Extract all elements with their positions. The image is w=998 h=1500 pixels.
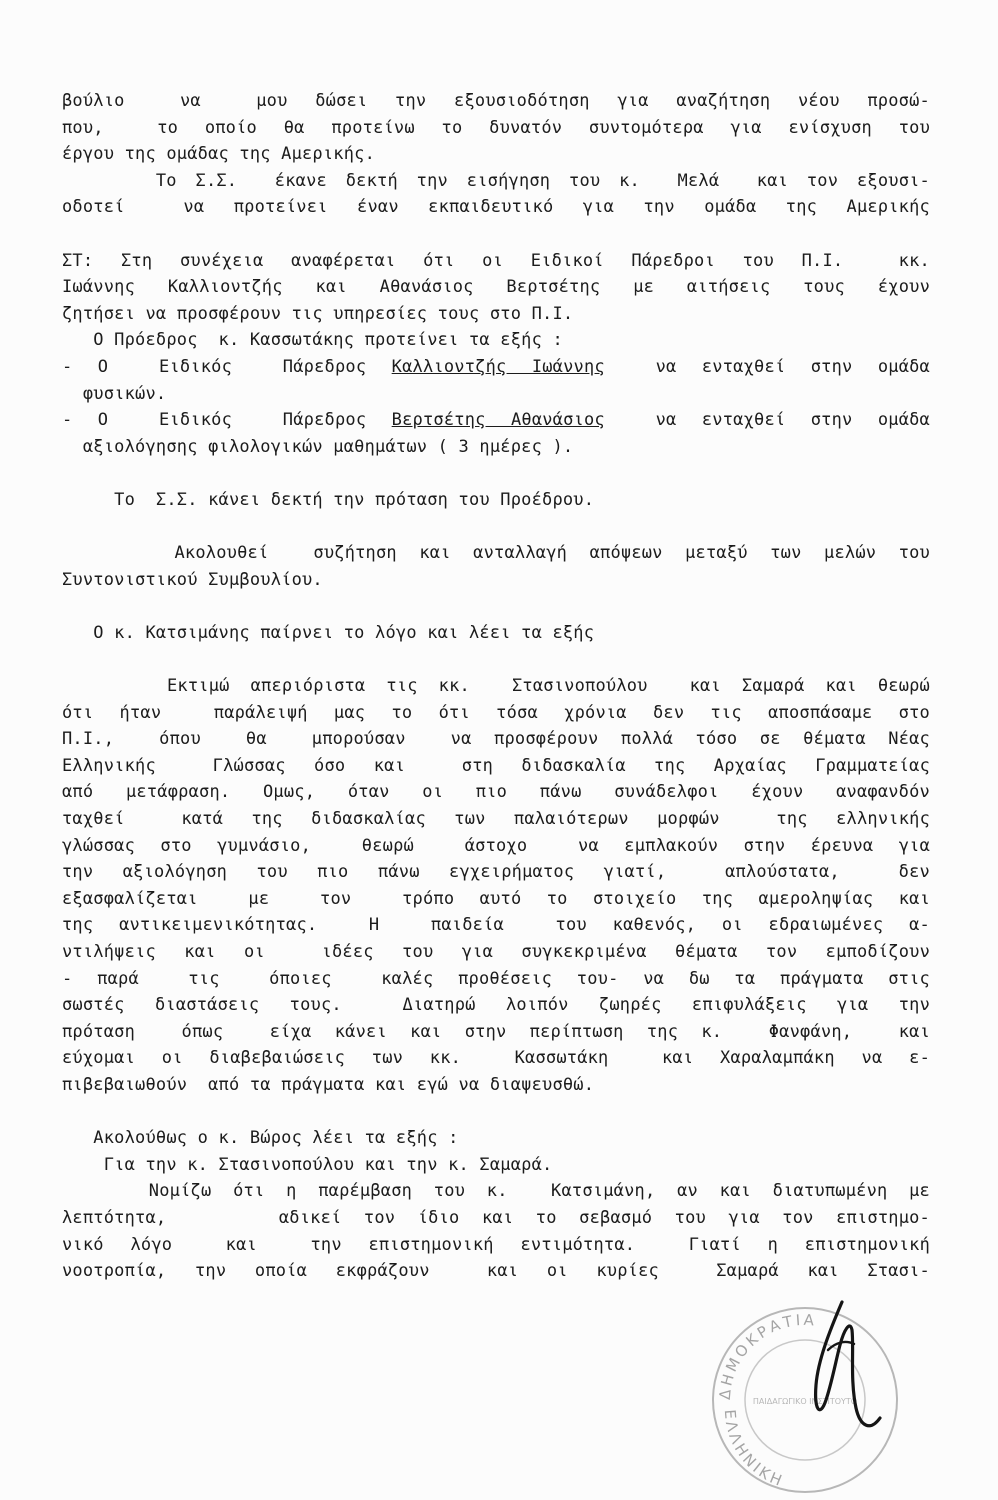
stamp-text-top: ΔΗΜΟΚΡΑΤΙΑ (715, 1310, 818, 1401)
text-line: ΣΤ: Στη συνέχεια αναφέρεται ότι οι Ειδικοί Πάρεδροι του Π.Ι. κκ. (62, 250, 930, 271)
text-line: ντιλήψεις και οι ιδέες του για συγκεκριμένα θέματα τον εμποδίζουν (62, 942, 930, 962)
text-line: που, το οποίο θα προτείνω το δυνατόν συντομότερα για ενίσχυση του (62, 117, 930, 138)
text-segment: να ενταχθεί στην ομάδα (604, 410, 930, 431)
text-line: Το Σ.Σ. κάνει δεκτή την πρόταση του Προέδρου. (62, 489, 595, 510)
text-line: Ακολούθως ο κ. Βώρος λέει τα εξής : (62, 1128, 459, 1149)
text-line: εύχομαι οι διαβεβαιώσεις των κκ. Κασσωτάκη και Χαραλαμπάκη να ε- (62, 1048, 930, 1069)
text-line: Νομίζω ότι η παρέμβαση του κ. Κατσιμάνη, αν και διατυπωμένη με (62, 1181, 930, 1202)
text-line: αξιολόγησης φιλολογικών μαθημάτων ( 3 ημέρες ). (62, 436, 574, 457)
text-line: σωστές διαστάσεις τους. Διατηρώ λοιπόν ζωηρές επιφυλάξεις για την (62, 995, 930, 1016)
text-line: έργου της ομάδας της Αμερικής. (62, 144, 376, 165)
text-line: οδοτεί να προτείνει έναν εκπαιδευτικό για την ομάδα της Αμερικής (62, 197, 930, 218)
text-line: Ο κ. Κατσιμάνης παίρνει το λόγο και λέει τα εξής (62, 622, 595, 643)
text-line: λεπτότητα, αδικεί τον ίδιο και το σεβασμό του για τον επιστημο- (62, 1207, 930, 1228)
blank-line (62, 1099, 930, 1126)
text-line: Το Σ.Σ. έκανε δεκτή την εισήγηση του κ. Μελά και τον εξουσι- (62, 170, 930, 191)
stamp-inner-text: ΠΑΙΔΑΓΩΓΙΚΟ ΙΝΣΤΙΤΟΥΤΟ (752, 1397, 858, 1406)
stamp-text-bottom: ΕΛΛΗΝΙΚΗ (720, 1408, 788, 1491)
text-line: Ακολουθεί συζήτηση και ανταλλαγή απόψεων μεταξύ των μελών του (62, 543, 930, 564)
text-line: φυσικών. (62, 383, 167, 404)
text-line: Π.Ι., όπου θα μπορούσαν να προσφέρουν πολλά τόσο σε θέματα Νέας (62, 729, 930, 750)
text-line: πρόταση όπως είχα κάνει και στην περίπτωση της κ. Φανφάνη, και (62, 1021, 930, 1042)
text-line (62, 407, 930, 434)
blank-line (62, 593, 930, 620)
text-line: Ιωάννης Καλλιοντζής και Αθανάσιος Βερτσέτης με αιτήσεις τους έχουν (62, 277, 930, 298)
text-line: από μετάφραση. Ομως, όταν οι πιο πάνω συνάδελφοι έχουν αναφανδόν (62, 782, 930, 803)
text-line: εξασφαλίζεται με τον τρόπο αυτό το στοιχείο της αμεροληψίας και (62, 888, 930, 909)
text-line: πιβεβαιωθούν από τα πράγματα και εγώ να διαψευσθώ. (62, 1074, 595, 1095)
text-line: Εκτιμώ απεριόριστα τις κκ. Στασινοπούλου και Σαμαρά και θεωρώ (62, 676, 930, 697)
text-line: Ο Πρόεδρος κ. Κασσωτάκης προτείνει τα εξής : (62, 330, 563, 351)
blank-line (62, 221, 930, 248)
text-segment: - Ο Ειδικός Πάρεδρος (62, 410, 392, 431)
underlined-name: Καλλιοντζής Ιωάννης (391, 356, 605, 377)
text-line: ταχθεί κατά της διδασκαλίας των παλαιότερων μορφών της ελληνικής (62, 809, 930, 830)
text-line: της αντικειμενικότητας. Η παιδεία του καθενός, οι εδραιωμένες α- (62, 915, 930, 936)
document-body (62, 88, 930, 1285)
text-line: νικό λόγο και την επιστημονική εντιμότητα. Γιατί η επιστημονική (62, 1234, 930, 1255)
text-line: Συντονιστικού Συμβουλίου. (62, 569, 323, 590)
text-line: νοοτροπία, την οποία εκφράζουν και οι κυρίες Σαμαρά και Στασι- (62, 1261, 930, 1282)
text-line: ότι ήταν παράλειψή μας το ότι τόσα χρόνια δεν τις αποσπάσαμε στο (62, 702, 930, 723)
blank-line (62, 514, 930, 541)
text-line: - παρά τις όποιες καλές προθέσεις του- να δω τα πράγματα στις (62, 968, 930, 989)
text-line (62, 354, 930, 381)
text-segment: να ενταχθεί στην ομάδα (604, 356, 930, 377)
text-line: γλώσσας στο γυμνάσιο, θεωρώ άστοχο να εμπλακούν στην έρευνα για (62, 835, 930, 856)
text-line: Ελληνικής Γλώσσας όσο και στη διδασκαλία της Αρχαίας Γραμματείας (62, 755, 930, 776)
text-line: βούλιο να μου δώσει την εξουσιοδότηση για αναζήτηση νέου προσώ- (62, 91, 930, 111)
text-line: την αξιολόγηση του πιο πάνω εγχειρήματος γιατί, απλούστατα, δεν (62, 862, 930, 883)
text-line: Για την κ. Στασινοπούλου και την κ. Σαμαρά. (62, 1154, 553, 1175)
text-segment: - Ο Ειδικός Πάρεδρος (62, 356, 392, 377)
blank-line (62, 460, 930, 487)
text-line: ζητήσει να προσφέρουν τις υπηρεσίες τους στο Π.Ι. (62, 303, 574, 324)
underlined-name: Βερτσέτης Αθανάσιος (391, 410, 605, 431)
blank-line (62, 646, 930, 673)
handwritten-signature (770, 1290, 900, 1450)
